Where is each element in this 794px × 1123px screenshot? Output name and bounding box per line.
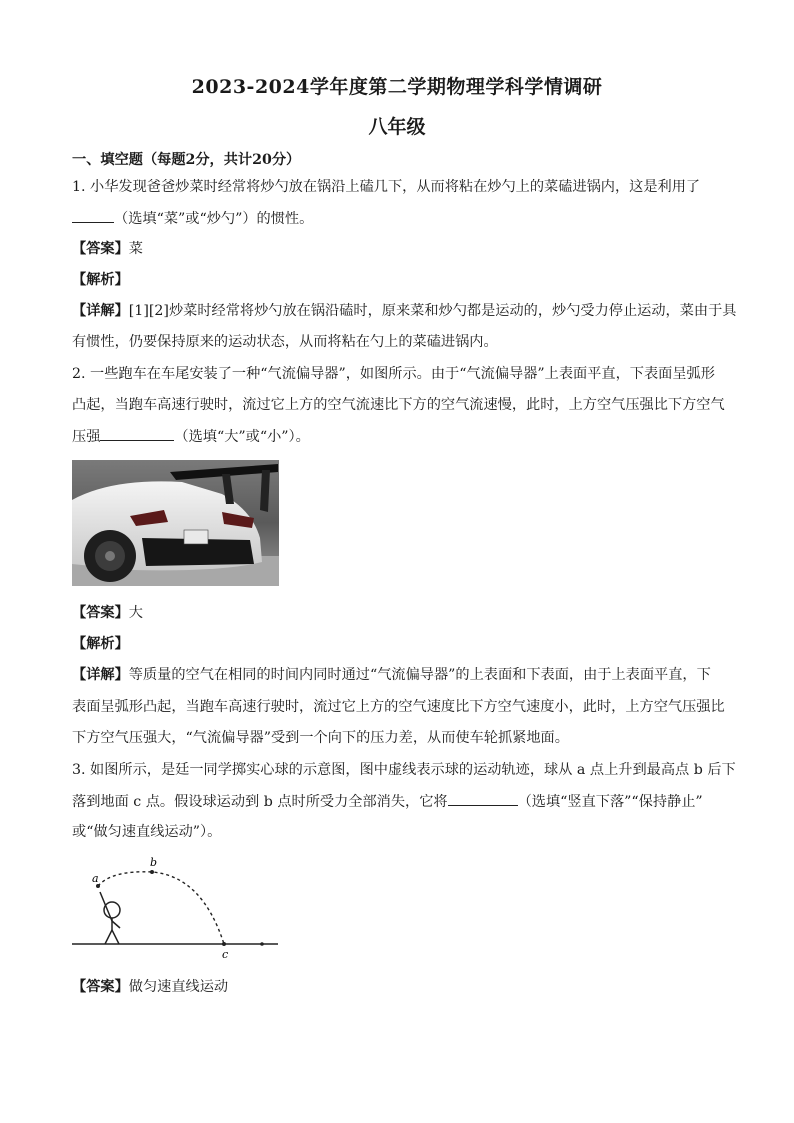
detail-label: 【详解】 [72, 303, 129, 319]
q1-answer-line [72, 239, 732, 259]
q3-text-line1: 3. 如图所示，是廷一同学掷实心球的示意图，图中虚线表示球的运动轨迹，球从 a 点上升到最高点 b 后下 [72, 762, 736, 778]
q2-detail-line3: 下方空气压强大，“气流偏导器”受到一个向下的压力差，从而使车轮抓紧地面。 [72, 730, 569, 746]
q1-answer: 菜 [128, 241, 143, 257]
q1-blank [72, 208, 114, 223]
q1-detail-text1: [1][2]炒菜时经常将炒勺放在锅沿磕时，原来菜和炒勺都是运动的，炒勺受力停止运动，菜由于具 [128, 303, 737, 319]
q2-answer: 大 [128, 605, 143, 621]
q1-text-line1: 1. 小华发现爸爸炒菜时经常将炒勺放在锅沿上磕几下，从而将粘在炒勺上的菜磕进锅内，这是利用了 [72, 179, 701, 195]
q2-detail-line1 [72, 665, 732, 685]
sports-car-photo [72, 460, 279, 586]
q3-blank [448, 791, 518, 806]
q1-detail-line1 [72, 301, 737, 321]
q1-analysis-label: 【解析】 [72, 272, 129, 288]
q2-detail-line2: 表面呈弧形凸起，当跑车高速行驶时，流过它上方的空气速度比下方空气速度小，此时，上方空气压强比 [72, 699, 725, 715]
q2-text-line3-end: （选填“大”或“小”）。 [174, 429, 310, 445]
detail-label: 【详解】 [72, 667, 129, 683]
q3-answer: 做匀速直线运动 [128, 979, 229, 995]
q2-answer-line [72, 603, 732, 623]
q1-detail-line2: 有惯性，仍要保持原来的运动状态，从而将粘在勺上的菜磕进锅内。 [72, 334, 498, 350]
q1-text-line2 [72, 208, 732, 229]
ball-trajectory-diagram [72, 852, 282, 964]
q2-analysis-label: 【解析】 [72, 636, 129, 652]
answer-label: 【答案】 [72, 241, 129, 257]
q2-text-line3-start: 压强 [72, 429, 101, 445]
q2-text-line3 [72, 426, 732, 447]
q2-detail-text1: 等质量的空气在相同的时间内同时通过“气流偏导器”的上表面和下表面，由于上表面平直，下 [128, 667, 711, 683]
label-c: c [222, 948, 229, 961]
q3-answer-line [72, 977, 732, 997]
label-a: a [92, 872, 99, 885]
q2-blank [100, 426, 174, 441]
answer-label: 【答案】 [72, 605, 129, 621]
q2-text-line1: 2. 一些跑车在车尾安装了一种“气流偏导器”，如图所示。由于“气流偏导器”上表面平直，下表面呈弧形 [72, 366, 715, 382]
grade-title: 八年级 [368, 116, 426, 138]
q3-text-line2-end: （选填“竖直下落”“保持静止” [517, 794, 703, 810]
label-b: b [150, 856, 158, 869]
document-title: 2023-2024学年度第二学期物理学科学情调研 [191, 76, 603, 98]
q3-text-line2 [72, 791, 732, 812]
q3-text-line2-start: 落到地面 c 点。假设球运动到 b 点时所受力全部消失，它将 [72, 794, 448, 810]
answer-label: 【答案】 [72, 979, 129, 995]
q2-text-line2: 凸起，当跑车高速行驶时，流过它上方的空气流速比下方的空气流速慢，此时，上方空气压强比下方空气 [72, 397, 725, 413]
q1-text-line2-rest: （选填“菜”或“炒勺”）的惯性。 [114, 211, 314, 227]
section-heading: 一、填空题（每题2分，共计20分） [72, 152, 301, 168]
q3-text-line3: 或“做匀速直线运动”）。 [72, 824, 222, 840]
